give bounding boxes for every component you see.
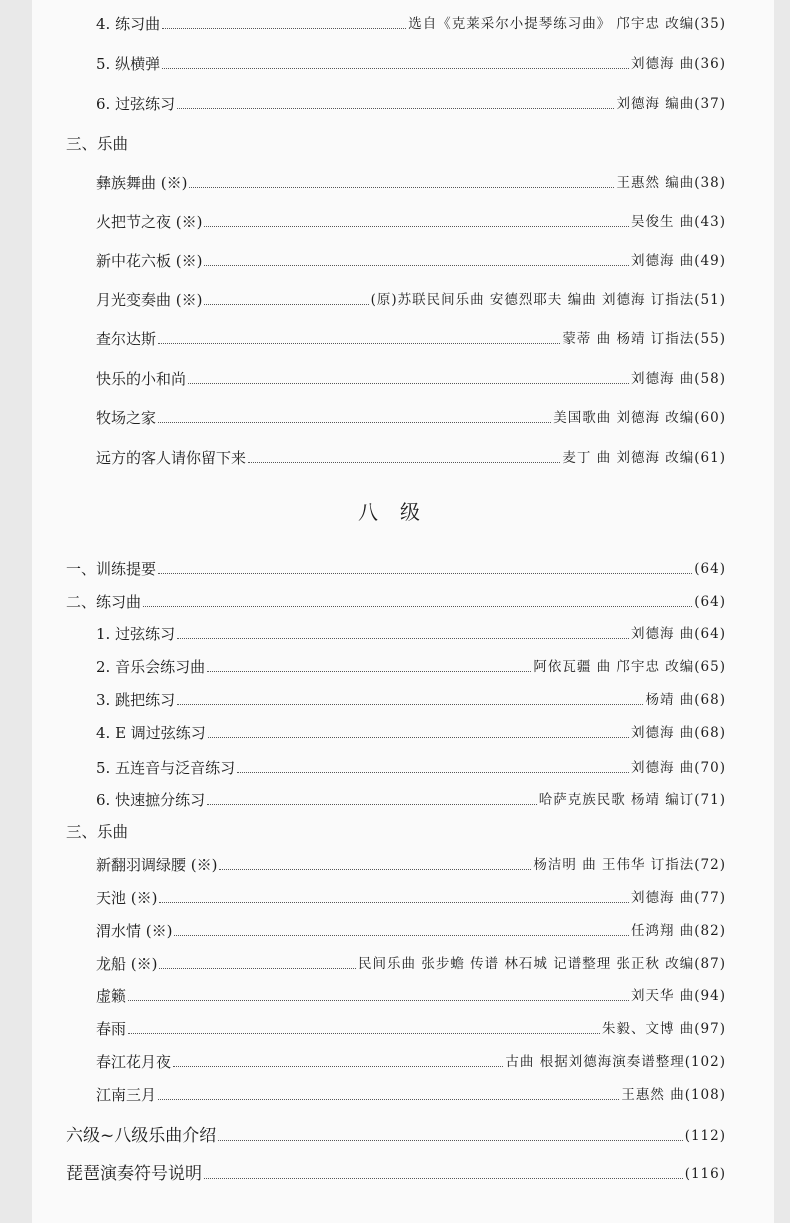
dot-leader [207,671,531,672]
dot-leader [204,304,368,305]
entry-credit: 王惠然 曲(108) [621,1087,726,1103]
entry-credit: 王惠然 编曲(38) [616,175,726,191]
entry-title: 二、练习曲 [66,593,142,611]
toc-entry[interactable] [96,329,726,349]
dot-leader [177,638,629,639]
entry-credit: (116) [684,1166,726,1182]
toc-entry[interactable] [96,855,726,875]
entry-title: 3. 跳把练习 [96,691,176,709]
entry-title: 江南三月 [96,1086,157,1104]
section-heading: 三、乐曲 [66,135,129,153]
dot-leader [188,383,629,384]
entry-title: 4. E 调过弦练习 [96,724,206,742]
entry-credit: 吴俊生 曲(43) [630,214,726,230]
entry-credit: (64) [694,561,726,577]
toc-entry[interactable] [96,14,726,34]
entry-credit: 刘德海 曲(70) [630,760,726,776]
toc-entry[interactable] [96,986,726,1006]
toc-entry[interactable] [66,1126,726,1146]
toc-entry[interactable] [96,657,726,677]
entry-title: 新中花六板 (※) [96,252,203,270]
toc-entry[interactable] [96,173,726,193]
dot-leader [162,28,406,29]
entry-title: 渭水情 (※) [96,922,173,940]
entry-title: 新翻羽调绿腰 (※) [96,856,218,874]
dot-leader [204,226,629,227]
toc-entry[interactable] [66,592,726,612]
dot-leader [237,772,629,773]
toc-entry[interactable] [96,921,726,941]
entry-credit: 刘德海 曲(49) [630,253,726,269]
toc-entry[interactable] [96,723,726,743]
dot-leader [128,1000,629,1001]
dot-leader [143,606,692,607]
entry-credit: (64) [694,594,726,610]
dot-leader [219,869,531,870]
toc-entry[interactable] [96,1052,726,1072]
entry-credit: 杨靖 曲(68) [645,692,726,708]
dot-leader [248,462,560,463]
entry-credit: 刘德海 曲(58) [630,371,726,387]
toc-entry[interactable] [96,94,726,114]
entry-title: 琵琶演奏符号说明 [66,1164,202,1184]
toc-entry[interactable] [96,54,726,74]
toc-entry[interactable] [96,212,726,232]
entry-credit: 朱毅、文博 曲(97) [601,1021,726,1037]
dot-leader [177,704,643,705]
entry-credit: (112) [684,1128,726,1144]
toc-entry[interactable] [96,690,726,710]
entry-title: 牧场之家 [96,409,157,427]
section-heading: 三、乐曲 [66,823,129,841]
toc-entry[interactable] [96,790,726,810]
entry-title: 1. 过弦练习 [96,625,176,643]
entry-credit: 刘德海 曲(77) [630,890,726,906]
entry-credit: 哈萨克族民歌 杨靖 编订(71) [538,792,726,808]
entry-credit: 刘德海 曲(64) [630,626,726,642]
dot-leader [158,343,560,344]
entry-credit: 古曲 根据刘德海演奏谱整理(102) [505,1054,726,1070]
dot-leader [158,1099,619,1100]
toc-entry[interactable] [96,408,726,428]
entry-title: 6. 快速摭分练习 [96,791,206,809]
dot-leader [204,1178,683,1179]
level-heading: 八级 [358,500,442,524]
entry-title: 六级~八级乐曲介绍 [66,1126,217,1146]
dot-leader [162,68,629,69]
entry-credit: 杨洁明 曲 王伟华 订指法(72) [533,857,726,873]
dot-leader [173,1066,503,1067]
toc-entry[interactable] [66,559,726,579]
dot-leader [177,108,614,109]
entry-title: 5. 纵横弹 [96,55,161,73]
dot-leader [218,1140,682,1141]
toc-entry[interactable] [66,1164,726,1184]
entry-title: 龙船 (※) [96,955,158,973]
entry-credit: 阿依瓦疆 曲 邝宇忠 改编(65) [533,659,726,675]
entry-title: 月光变奏曲 (※) [96,291,203,309]
entry-title: 4. 练习曲 [96,15,161,33]
dot-leader [159,968,356,969]
entry-credit: 刘德海 曲(68) [630,725,726,741]
dot-leader [174,935,629,936]
toc-entry[interactable] [96,624,726,644]
toc-entry[interactable] [96,448,726,468]
entry-title: 天池 (※) [96,889,158,907]
entry-title: 6. 过弦练习 [96,95,176,113]
dot-leader [159,902,629,903]
dot-leader [158,422,551,423]
dot-leader [128,1033,600,1034]
entry-title: 火把节之夜 (※) [96,213,203,231]
entry-title: 2. 音乐会练习曲 [96,658,206,676]
entry-credit: 任鸿翔 曲(82) [630,923,726,939]
entry-credit: 麦丁 曲 刘德海 改编(61) [562,450,726,466]
entry-credit: 选自《克莱采尔小提琴练习曲》 邝宇忠 改编(35) [408,16,726,32]
entry-title: 5. 五连音与泛音练习 [96,759,236,777]
toc-entry[interactable] [96,1019,726,1039]
toc-page [32,0,774,1223]
entry-title: 春江花月夜 [96,1053,172,1071]
toc-entry[interactable] [96,954,726,974]
entry-credit: (原)苏联民间乐曲 安德烈耶夫 编曲 刘德海 订指法(51) [370,292,726,308]
dot-leader [204,265,629,266]
toc-entry[interactable] [96,290,726,310]
toc-entry[interactable] [96,251,726,271]
toc-entry[interactable] [96,369,726,389]
entry-title: 一、训练提要 [66,560,157,578]
entry-title: 彝族舞曲 (※) [96,174,188,192]
entry-credit: 刘德海 编曲(37) [616,96,726,112]
toc-entry[interactable] [96,758,726,778]
dot-leader [158,573,692,574]
dot-leader [208,737,629,738]
entry-credit: 刘天华 曲(94) [630,988,726,1004]
dot-leader [207,804,537,805]
entry-title: 快乐的小和尚 [96,370,187,388]
entry-credit: 刘德海 曲(36) [630,56,726,72]
toc-entry[interactable] [96,1085,726,1105]
toc-entry[interactable] [96,888,726,908]
entry-title: 春雨 [96,1020,127,1038]
entry-credit: 蒙蒂 曲 杨靖 订指法(55) [562,331,726,347]
entry-title: 查尔达斯 [96,330,157,348]
entry-title: 远方的客人请你留下来 [96,449,247,467]
entry-credit: 美国歌曲 刘德海 改编(60) [553,410,726,426]
entry-title: 虚籁 [96,987,127,1005]
entry-credit: 民间乐曲 张步蟾 传谱 林石城 记谱整理 张正秋 改编(87) [358,956,726,972]
dot-leader [189,187,614,188]
